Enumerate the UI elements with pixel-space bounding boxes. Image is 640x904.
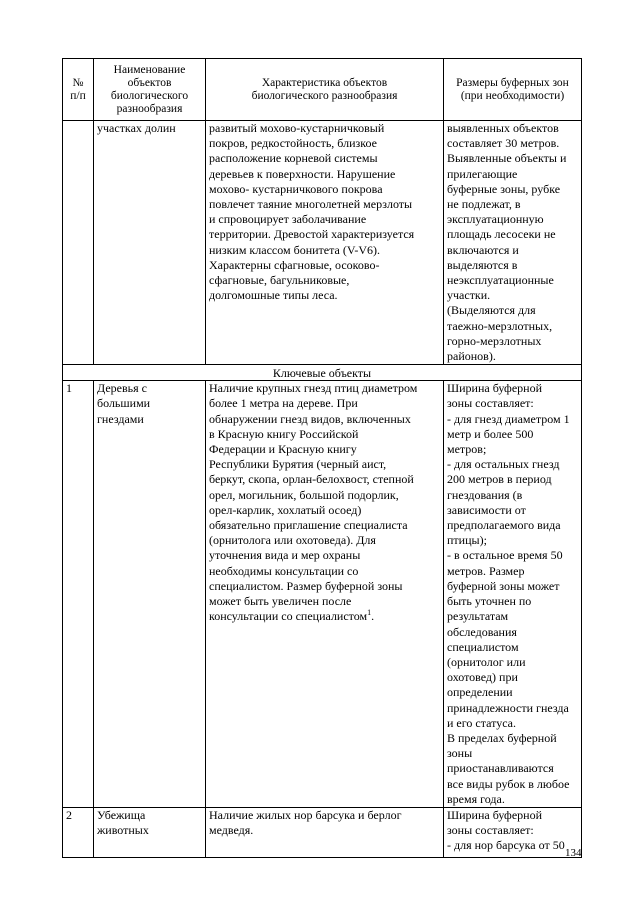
text-line: объектов <box>127 76 172 89</box>
text-line: медведя. <box>209 823 254 838</box>
cell-buffer-size <box>444 807 582 857</box>
text-line: горно-мерзлотных <box>447 333 542 348</box>
text-line: результатам <box>447 609 509 624</box>
header-row <box>63 59 582 121</box>
text-line: беркут, скопа, орлан-белохвост, степной <box>209 472 414 487</box>
cell-number <box>63 807 94 857</box>
text-line: биологического разнообразия <box>251 89 398 102</box>
table-row-2 <box>63 807 582 857</box>
cell-characteristics <box>206 121 444 365</box>
text-line: В пределах буферной <box>447 730 557 745</box>
text-line: Республики Бурятия (черный аист, <box>209 457 387 472</box>
text-line: (Выделяются для <box>447 303 536 318</box>
text-line: включаются и <box>447 242 519 257</box>
text-line: Ширина буферной <box>447 381 542 396</box>
text-line: Убежища <box>97 807 146 822</box>
cell-characteristics <box>206 807 444 857</box>
text-line: низким классом бонитета (V-V6). <box>209 242 381 257</box>
cell-buffer-size <box>444 121 582 365</box>
text-line: покров, редкостойность, близкое <box>209 136 377 151</box>
text-line: участках долин <box>97 121 176 135</box>
cell-buffer-size <box>444 381 582 808</box>
text-line: Наличие крупных гнезд птиц диаметром <box>209 381 418 396</box>
text-line: деревьев к поверхности. Нарушение <box>209 166 396 181</box>
text-line: обнаружении гнезд видов, включенных <box>209 411 411 426</box>
text-line: развитый мохово-кустарничковый <box>209 121 385 135</box>
text-line: Ширина буферной <box>447 807 542 822</box>
cell-object-name <box>94 121 206 365</box>
text-line: уточнения вида и мер охраны <box>209 548 361 563</box>
text-line: метров; <box>447 442 487 457</box>
text-line: долгомошные типы леса. <box>209 288 338 303</box>
text-line: площадь лесосеки не <box>447 227 556 242</box>
footnote-marker: 1 <box>367 608 372 618</box>
text-line: - для гнезд диаметром 1 <box>447 411 570 426</box>
text-line: Выявленные объекты и <box>447 151 567 166</box>
text-line: консультации со специалистом$^1$. <box>209 608 375 624</box>
text-line: составляет 30 метров. <box>447 136 560 151</box>
text-line: зоны составляет: <box>447 823 534 838</box>
text-line: все виды рубок в любое <box>447 776 570 791</box>
cell-object-name <box>94 381 206 808</box>
text-line: № <box>72 76 84 89</box>
text-line: гнездами <box>97 411 144 426</box>
text-line: необходимы консультации со <box>209 563 359 578</box>
text-line: в Красную книгу Российской <box>209 426 359 441</box>
header-buffer-size <box>444 59 582 121</box>
text-line: п/п <box>70 89 86 102</box>
table-row-continued <box>63 121 582 365</box>
text-line: Федерации и Красную книгу <box>209 442 357 457</box>
text-line: эксплуатационную <box>447 212 544 227</box>
text-line: может быть увеличен после <box>209 594 352 609</box>
text-line: буферной зоны может <box>447 578 560 593</box>
text-line: зависимости от <box>447 502 526 517</box>
text-line: выделяются в <box>447 257 518 272</box>
text-line: орел, могильник, большой подорлик, <box>209 487 399 502</box>
text-line: разнообразия <box>116 102 183 115</box>
text-line: зоны составляет: <box>447 396 534 411</box>
text-line: (орнитолога или охотоведа). Для <box>209 533 376 548</box>
text-line: повлечет таяние многолетней мерзлоты <box>209 197 413 212</box>
cell-object-name <box>94 807 206 857</box>
text-line: выявленных объектов <box>447 121 559 135</box>
text-line: Наличие жилых нор барсука и берлог <box>209 807 402 822</box>
text-line: охотовед) при <box>447 670 518 685</box>
header-characteristics <box>206 59 444 121</box>
text-line: животных <box>97 823 149 838</box>
text-line: территории. Древостой характеризуется <box>209 227 415 242</box>
text-line: Характерны сфагновые, осоково- <box>209 257 380 272</box>
text-line: мохово- кустарничкового покрова <box>209 181 383 196</box>
cell-characteristics <box>206 381 444 808</box>
text-line: (орнитолог или <box>447 654 526 669</box>
text-line: птицы); <box>447 533 487 548</box>
text-line: гнездования (в <box>447 487 523 502</box>
text-line: приостанавливаются <box>447 761 554 776</box>
text-line: 2 <box>66 807 72 822</box>
text-line: районов). <box>447 349 496 364</box>
text-line: обследования <box>447 624 517 639</box>
text-line: не подлежат, в <box>447 197 521 212</box>
section-row <box>63 365 582 381</box>
text-line: метр и более 500 <box>447 426 534 441</box>
text-line: орел-карлик, хохлатый осоед) <box>209 502 362 517</box>
table-row-1 <box>63 381 582 808</box>
text-line: таежно-мерзлотных, <box>447 318 553 333</box>
text-line: прилегающие <box>447 166 518 181</box>
text-line: более 1 метра на дереве. При <box>209 396 358 411</box>
text-line: большими <box>97 396 151 411</box>
sentence-end: . <box>371 609 375 624</box>
text-line: расположение корневой системы <box>209 151 378 166</box>
text-line: участки. <box>447 288 491 303</box>
text-line: Наименование <box>113 63 186 76</box>
text-line: (при необходимости) <box>460 89 565 102</box>
text-line: буферные зоны, рубке <box>447 181 561 196</box>
text-line: предполагаемого вида <box>447 518 561 533</box>
text-line: сфагновые, багульниковые, <box>209 273 350 288</box>
text-line: Характеристика объектов <box>261 76 388 89</box>
text-line: 1 <box>66 381 72 396</box>
text-line: обязательно приглашение специалиста <box>209 518 408 533</box>
text-line: время года. <box>447 791 505 806</box>
text-line: - для нор барсука от 50 <box>447 838 565 853</box>
text-line: специалистом <box>447 639 519 654</box>
page-number: 134 <box>565 847 582 859</box>
section-title: Ключевые объекты <box>63 365 582 381</box>
cell-number <box>63 381 94 808</box>
text-line: неэксплуатационные <box>447 273 554 288</box>
document-table <box>62 58 582 858</box>
text-line: специалистом. Размер буферной зоны <box>209 578 403 593</box>
text-line: быть уточнен по <box>447 594 532 609</box>
text-line: принадлежности гнезда <box>447 700 569 715</box>
text-line: - для остальных гнезд <box>447 457 560 472</box>
text-line: метров. Размер <box>447 563 525 578</box>
header-object-name <box>94 59 206 121</box>
text-line: - в остальное время 50 <box>447 548 563 563</box>
text-line: Размеры буферных зон <box>456 76 569 89</box>
header-number <box>63 59 94 121</box>
text-line: и его статуса. <box>447 715 516 730</box>
text-line: Деревья с <box>97 381 147 396</box>
text-line: и спровоцирует заболачивание <box>209 212 367 227</box>
text-line: определении <box>447 685 513 700</box>
text-line: 200 метров в период <box>447 472 552 487</box>
cell-number <box>63 121 94 365</box>
text-line: биологического <box>110 89 189 102</box>
text-line: зоны <box>447 746 473 761</box>
